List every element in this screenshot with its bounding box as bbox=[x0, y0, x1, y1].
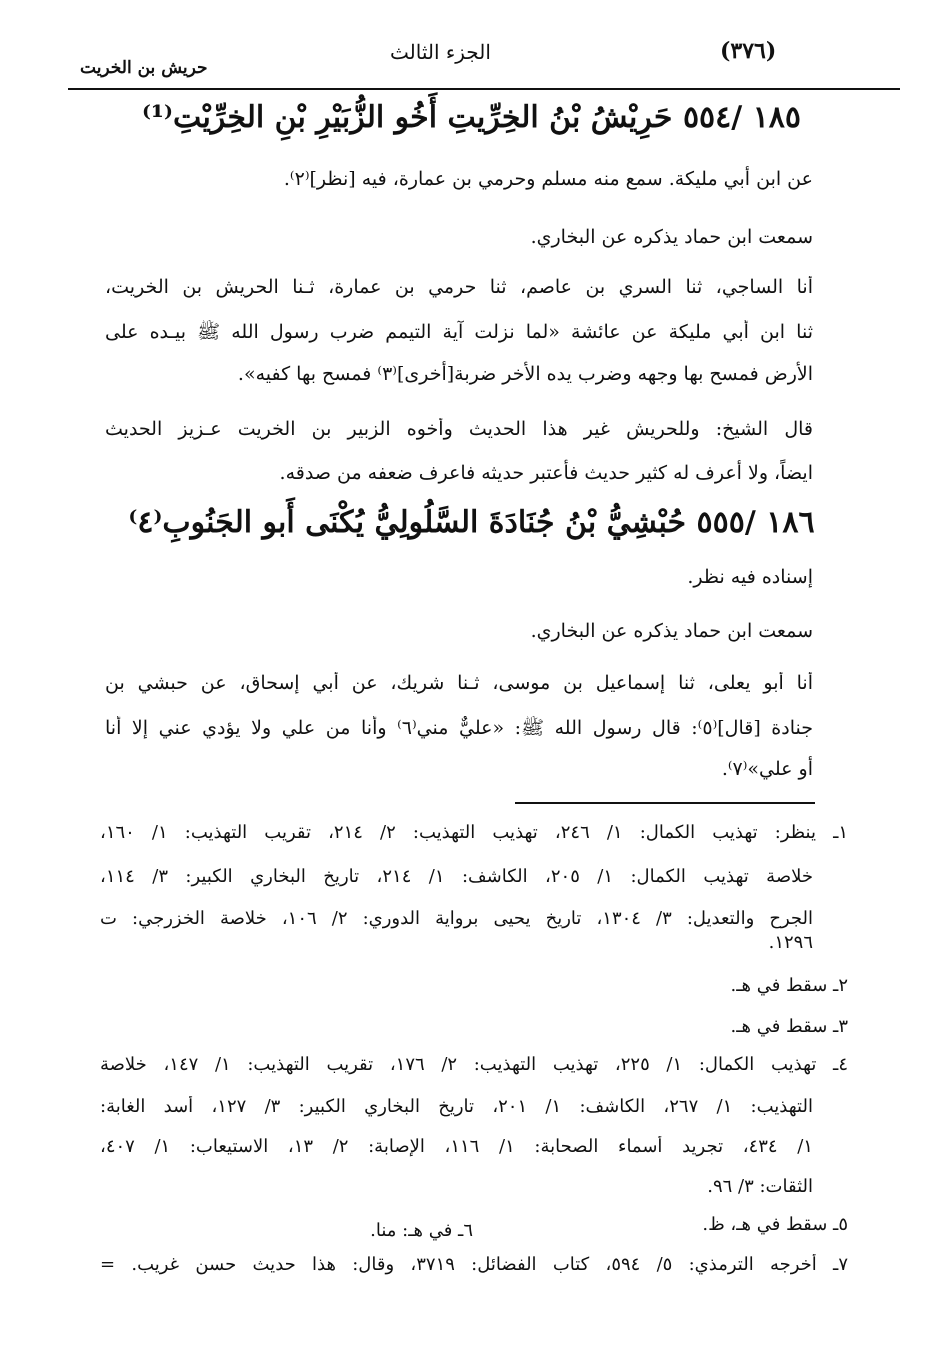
header-rule bbox=[68, 88, 900, 90]
footnote-line: ٤ـ تهذيب الكمال: ١/ ٢٢٥، تهذيب التهذيب: ٢/ ١٧٦، تقريب التهذيب: ١/ ١٤٧، خلاصة bbox=[100, 1054, 848, 1075]
entry-heading: ١٨٥ /٥٥٤ حَرِيْشُ بْنُ الخِرِّيتِ أَخُو الزُّبَيْرِ بْنِ الخِرِّيْتِ⁽¹⁾ bbox=[141, 100, 802, 135]
footnote-line: ٥ـ سقط في هـ، ظ. bbox=[702, 1214, 848, 1235]
part-title: الجزء الثالث bbox=[390, 40, 491, 64]
body-line: ثنا ابن أبي مليكة عن عائشة «لما نزلت آية التيمم ضرب رسول الله ﷺ بيـده على bbox=[105, 321, 813, 343]
body-line: جنادة [قال]⁽٥⁾: قال رسول الله ﷺ: «عليٌّ مني⁽٦⁾ وأنا من علي ولا يؤدي عني إلا أنا bbox=[105, 717, 813, 739]
body-line: أنا الساجي، ثنا السري بن عاصم، ثنا حرمي بن عمارة، ثـنا الحريش بن الخريت، bbox=[105, 276, 813, 298]
entry-heading: ١٨٦ /٥٥٥ حُبْشِيُّ بْنُ جُنَادَةَ السَّلُولِيُّ يُكْنَى أَبو الجَنُوبِ⁽٤⁾ bbox=[128, 505, 815, 540]
body-line: قال الشيخ: وللحريش غير هذا الحديث وأخوه الزبير بن الخريت عـزيز الحديث bbox=[105, 418, 813, 440]
running-head: حريش بن الخريت bbox=[80, 58, 208, 78]
footnote-line: ١ـ ينظر: تهذيب الكمال: ١/ ٢٤٦، تهذيب التهذيب: ٢/ ٢١٤، تقريب التهذيب: ١/ ١٦٠، bbox=[100, 822, 848, 843]
footnote-line: ١/ ٤٣٤، تجريد أسماء الصحابة: ١/ ١١٦، الإصابة: ٢/ ١٣، الاستيعاب: ١/ ٤٠٧، bbox=[100, 1136, 813, 1157]
footnote-line: التهذيب: ١/ ٢٦٧، الكاشف: ١/ ٢٠١، تاريخ البخاري الكبير: ٣/ ١٢٧، أسد الغابة: bbox=[100, 1096, 813, 1117]
body-line: ايضاً، ولا أعرف له كثير حديث فأعتبر حديثه فاعرف ضعفه من صدقه. bbox=[279, 462, 813, 484]
body-line: عن ابن أبي مليكة. سمع منه مسلم وحرمي بن عمارة، فيه [نظر]⁽٢⁾. bbox=[283, 168, 813, 190]
footnote-rule bbox=[515, 802, 815, 804]
footnote-line: الجرح والتعديل: ٣/ ١٣٠٤، تاريخ يحيى برواية الدوري: ٢/ ١٠٦، خلاصة الخزرجي: ت bbox=[100, 908, 813, 929]
page-number: (٣٧٦) bbox=[720, 38, 777, 64]
footnote-line: ٦ـ في هـ: منا. bbox=[370, 1220, 473, 1241]
footnote-line: ٣ـ سقط في هـ. bbox=[730, 1016, 848, 1037]
body-line: أو علي»⁽٧⁾. bbox=[721, 758, 813, 780]
body-line: الأرض فمسح بها وجهه وضرب يده الأخر ضربة[أخرى]⁽٣⁾ فمسح بها كفيه». bbox=[237, 363, 813, 385]
body-line: إسناده فيه نظر. bbox=[687, 566, 813, 588]
footnote-line: ١٢٩٦. bbox=[768, 932, 813, 953]
body-line: سمعت ابن حماد يذكره عن البخاري. bbox=[530, 226, 813, 248]
footnote-line: ٧ـ أخرجه الترمذي: ٥/ ٥٩٤، كتاب الفضائل: ٣٧١٩، وقال: هذا حديث حسن غريب. = bbox=[100, 1254, 848, 1275]
body-line: سمعت ابن حماد يذكره عن البخاري. bbox=[530, 620, 813, 642]
footnote-line: ٢ـ سقط في هـ. bbox=[730, 975, 848, 996]
footnote-line: خلاصة تهذيب الكمال: ١/ ٢٠٥، الكاشف: ١/ ٢١٤، تاريخ البخاري الكبير: ٣/ ١١٤، bbox=[100, 866, 813, 887]
footnote-line: الثقات: ٣/ ٩٦. bbox=[707, 1176, 813, 1197]
body-line: أنا أبو يعلى، ثنا إسماعيل بن موسى، ثـنا شريك، عن أبي إسحاق، عن حبشي بن bbox=[105, 672, 813, 694]
